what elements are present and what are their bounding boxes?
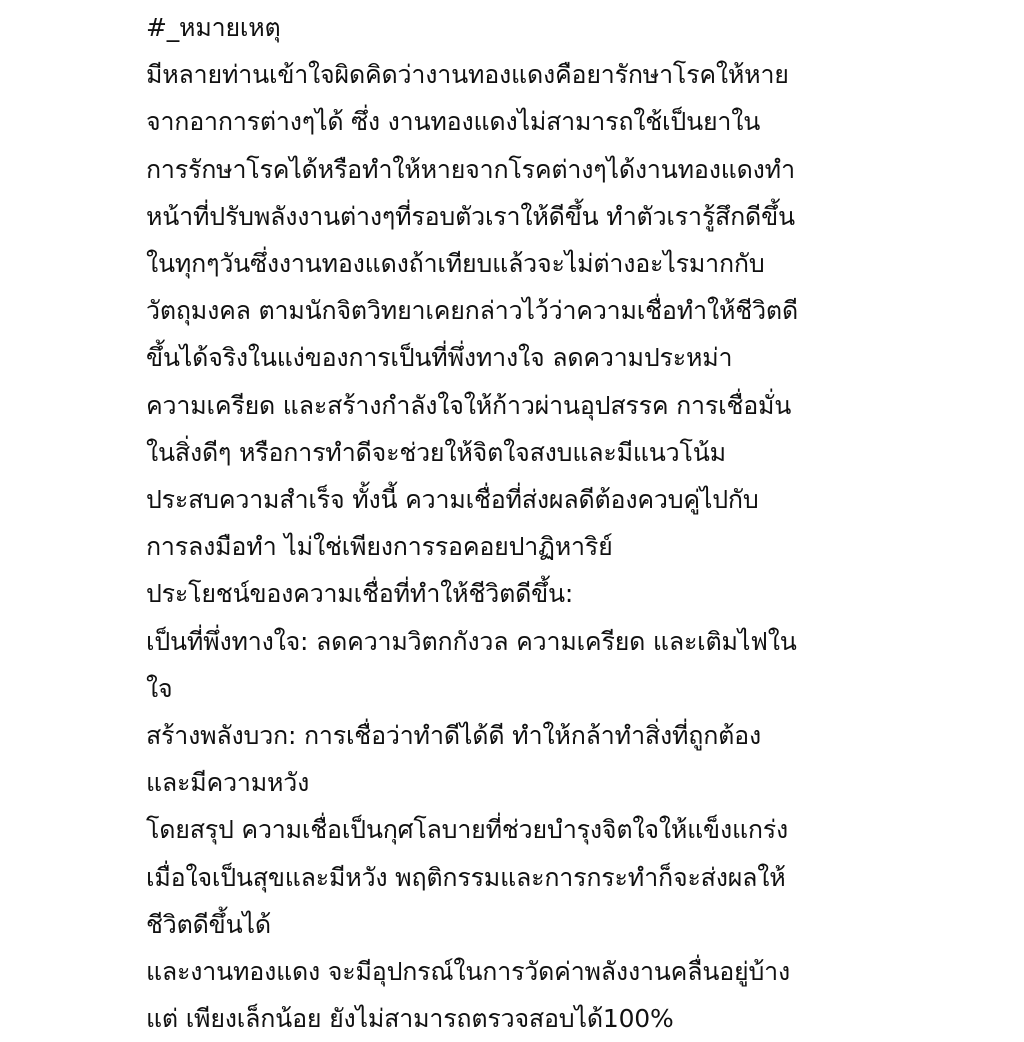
note-heading: #_หมายเหตุ: [146, 13, 281, 42]
text-line: สร้างพลังบวก: การเชื่อว่าทำดีได้ดี ทำให้กล้าทำสิ่งที่ถูกต้อง: [146, 721, 761, 751]
text-line: ประโยชน์ของความเชื่อที่ทำให้ชีวิตดีขึ้น:: [146, 579, 574, 609]
text-line: ในทุกๆวันซึ่งงานทองแดงถ้าเทียบแล้วจะไม่ต่างอะไรมากกับ: [146, 249, 765, 279]
text-line: ขึ้นได้จริงในแง่ของการเป็นที่พึ่งทางใจ ลดความประหม่า: [146, 343, 733, 373]
text-line: ในสิ่งดีๆ หรือการทำดีจะช่วยให้จิตใจสงบและมีแนวโน้ม: [146, 437, 726, 467]
text-line: จากอาการต่างๆได้ ซึ่ง งานทองแดงไม่สามารถใช้เป็นยาใน: [146, 107, 761, 137]
text-line: หน้าที่ปรับพลังงานต่างๆที่รอบตัวเราให้ดีขึ้น ทำตัวเรารู้สึกดีขึ้น: [146, 201, 795, 231]
text-line: การรักษาโรคได้หรือทำให้หายจากโรคต่างๆได้งานทองแดงทำ: [146, 154, 795, 184]
text-line: เป็นที่พึ่งทางใจ: ลดความวิตกกังวล ความเครียด และเติมไฟใน: [146, 626, 797, 656]
text-line: ความเครียด และสร้างกำลังใจให้ก้าวผ่านอุปสรรค การเชื่อมั่น: [146, 390, 792, 420]
text-line: และงานทองแดง จะมีอุปกรณ์ในการวัดค่าพลังงานคลื่นอยู่บ้าง: [146, 957, 790, 987]
note-text: [146, 4, 886, 1042]
text-line: ใจ: [146, 673, 173, 703]
text-line: เมื่อใจเป็นสุขและมีหวัง พฤติกรรมและการกระทำก็จะส่งผลให้: [146, 862, 786, 892]
text-line: ชีวิตดีขึ้นได้: [146, 909, 271, 939]
text-line: การลงมือทำ ไม่ใช่เพียงการรอคอยปาฏิหาริย์: [146, 532, 613, 562]
text-line: และมีความหวัง: [146, 768, 310, 798]
text-line: วัตถุมงคล ตามนักจิตวิทยาเคยกล่าวไว้ว่าความเชื่อทำให้ชีวิตดี: [146, 296, 798, 326]
text-line: โดยสรุป ความเชื่อเป็นกุศโลบายที่ช่วยบำรุงจิตใจให้แข็งแกร่ง: [146, 815, 789, 845]
text-line: แต่ เพียงเล็กน้อย ยังไม่สามารถตรวจสอบได้100%: [146, 1004, 674, 1034]
text-line: ประสบความสำเร็จ ทั้งนี้ ความเชื่อที่ส่งผลดีต้องควบคู่ไปกับ: [146, 485, 759, 515]
text-line: มีหลายท่านเข้าใจผิดคิดว่างานทองแดงคือยารักษาโรคให้หาย: [146, 60, 789, 90]
